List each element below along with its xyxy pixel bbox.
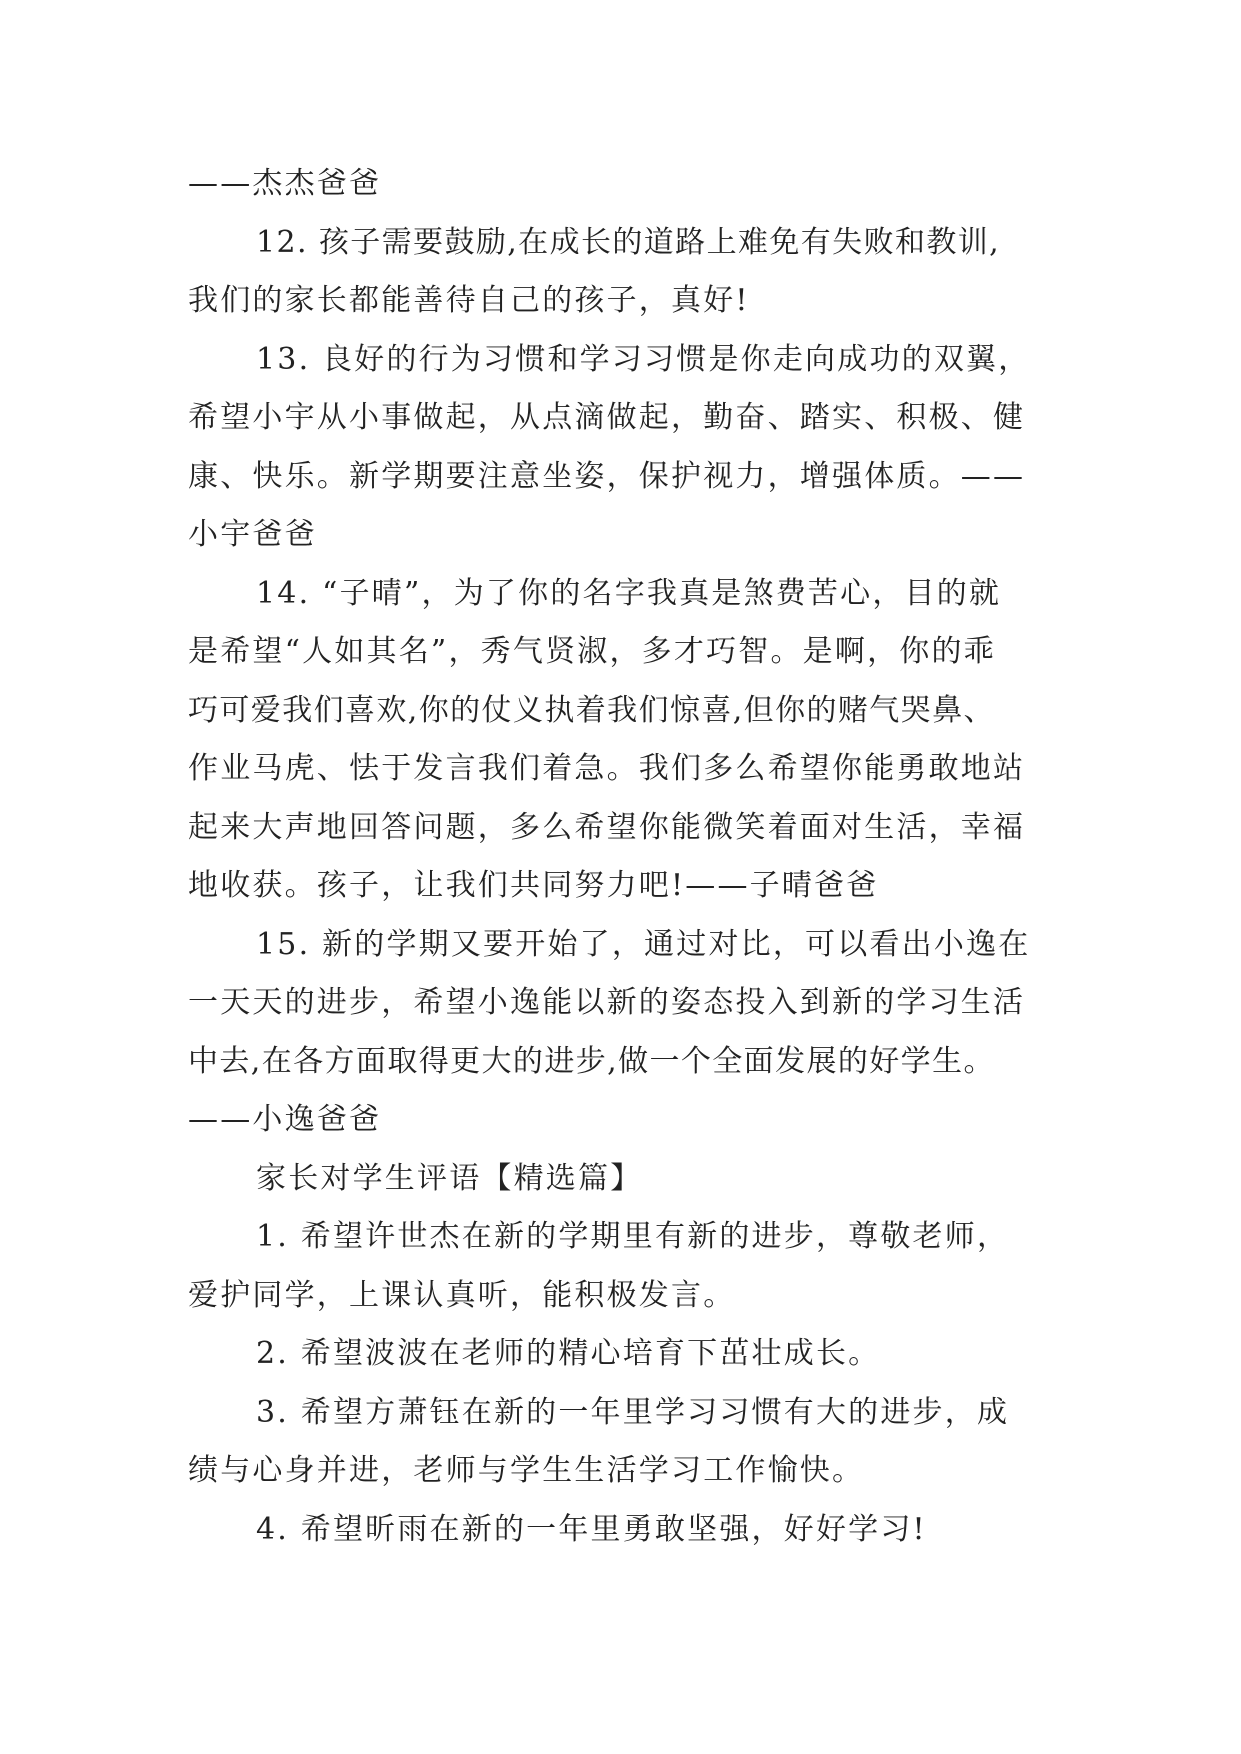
paragraph-14-line: 14. “子晴”，为了你的名字我真是煞费苦心，目的就 bbox=[256, 575, 1002, 611]
signature-line: 小宇爸爸 bbox=[188, 517, 317, 552]
signature-line: ——小逸爸爸 bbox=[188, 1102, 382, 1137]
paragraph-15-line: 15. 新的学期又要开始了，通过对比，可以看出小逸在 bbox=[256, 926, 1031, 962]
paragraph-14-line: 巧可爱我们喜欢,你的仗义执着我们惊喜,但你的赌气哭鼻、 bbox=[188, 692, 995, 728]
paragraph-12-line: 我们的家长都能善待自己的孩子，真好! bbox=[188, 283, 750, 318]
paragraph-14-line: 地收获。孩子，让我们共同努力吧!——子晴爸爸 bbox=[188, 868, 879, 903]
paragraph-15-line: 中去,在各方面取得更大的进步,做一个全面发展的好学生。 bbox=[188, 1043, 995, 1079]
paragraph-13-line: 13. 良好的行为习惯和学习习惯是你走向成功的双翼， bbox=[256, 341, 1031, 377]
section-heading: 家长对学生评语【精选篇】 bbox=[256, 1160, 643, 1196]
paragraph-15-line: 一天天的进步，希望小逸能以新的姿态投入到新的学习生活 bbox=[188, 985, 1026, 1020]
item-1-line: 1. 希望许世杰在新的学期里有新的进步，尊敬老师， bbox=[256, 1219, 1010, 1254]
item-3-line: 绩与心身并进，老师与学生生活学习工作愉快。 bbox=[188, 1453, 865, 1488]
paragraph-12-line: 12. 孩子需要鼓励,在成长的道路上难免有失败和教训, bbox=[256, 224, 1001, 260]
paragraph-14-line: 起来大声地回答问题，多么希望你能微笑着面对生活，幸福 bbox=[188, 809, 1026, 845]
paragraph-14-line: 是希望“人如其名”，秀气贤淑，多才巧智。是啊，你的乖 bbox=[188, 634, 996, 669]
item-4-line: 4. 希望昕雨在新的一年里勇敢坚强，好好学习! bbox=[256, 1511, 927, 1547]
signature-line: ——杰杰爸爸 bbox=[188, 166, 382, 201]
paragraph-14-line: 作业马虎、怯于发言我们着急。我们多么希望你能勇敢地站 bbox=[188, 751, 1026, 786]
paragraph-13-line: 康、快乐。新学期要注意坐姿，保护视力，增强体质。—— bbox=[188, 458, 1026, 494]
item-2-line: 2. 希望波波在老师的精心培育下茁壮成长。 bbox=[256, 1336, 881, 1371]
item-1-line: 爱护同学，上课认真听，能积极发言。 bbox=[188, 1277, 736, 1313]
document-body bbox=[188, 155, 1058, 1559]
item-3-line: 3. 希望方萧钰在新的一年里学习习惯有大的进步，成 bbox=[256, 1394, 1010, 1430]
paragraph-13-line: 希望小宇从小事做起，从点滴做起，勤奋、踏实、积极、健 bbox=[188, 400, 1026, 435]
